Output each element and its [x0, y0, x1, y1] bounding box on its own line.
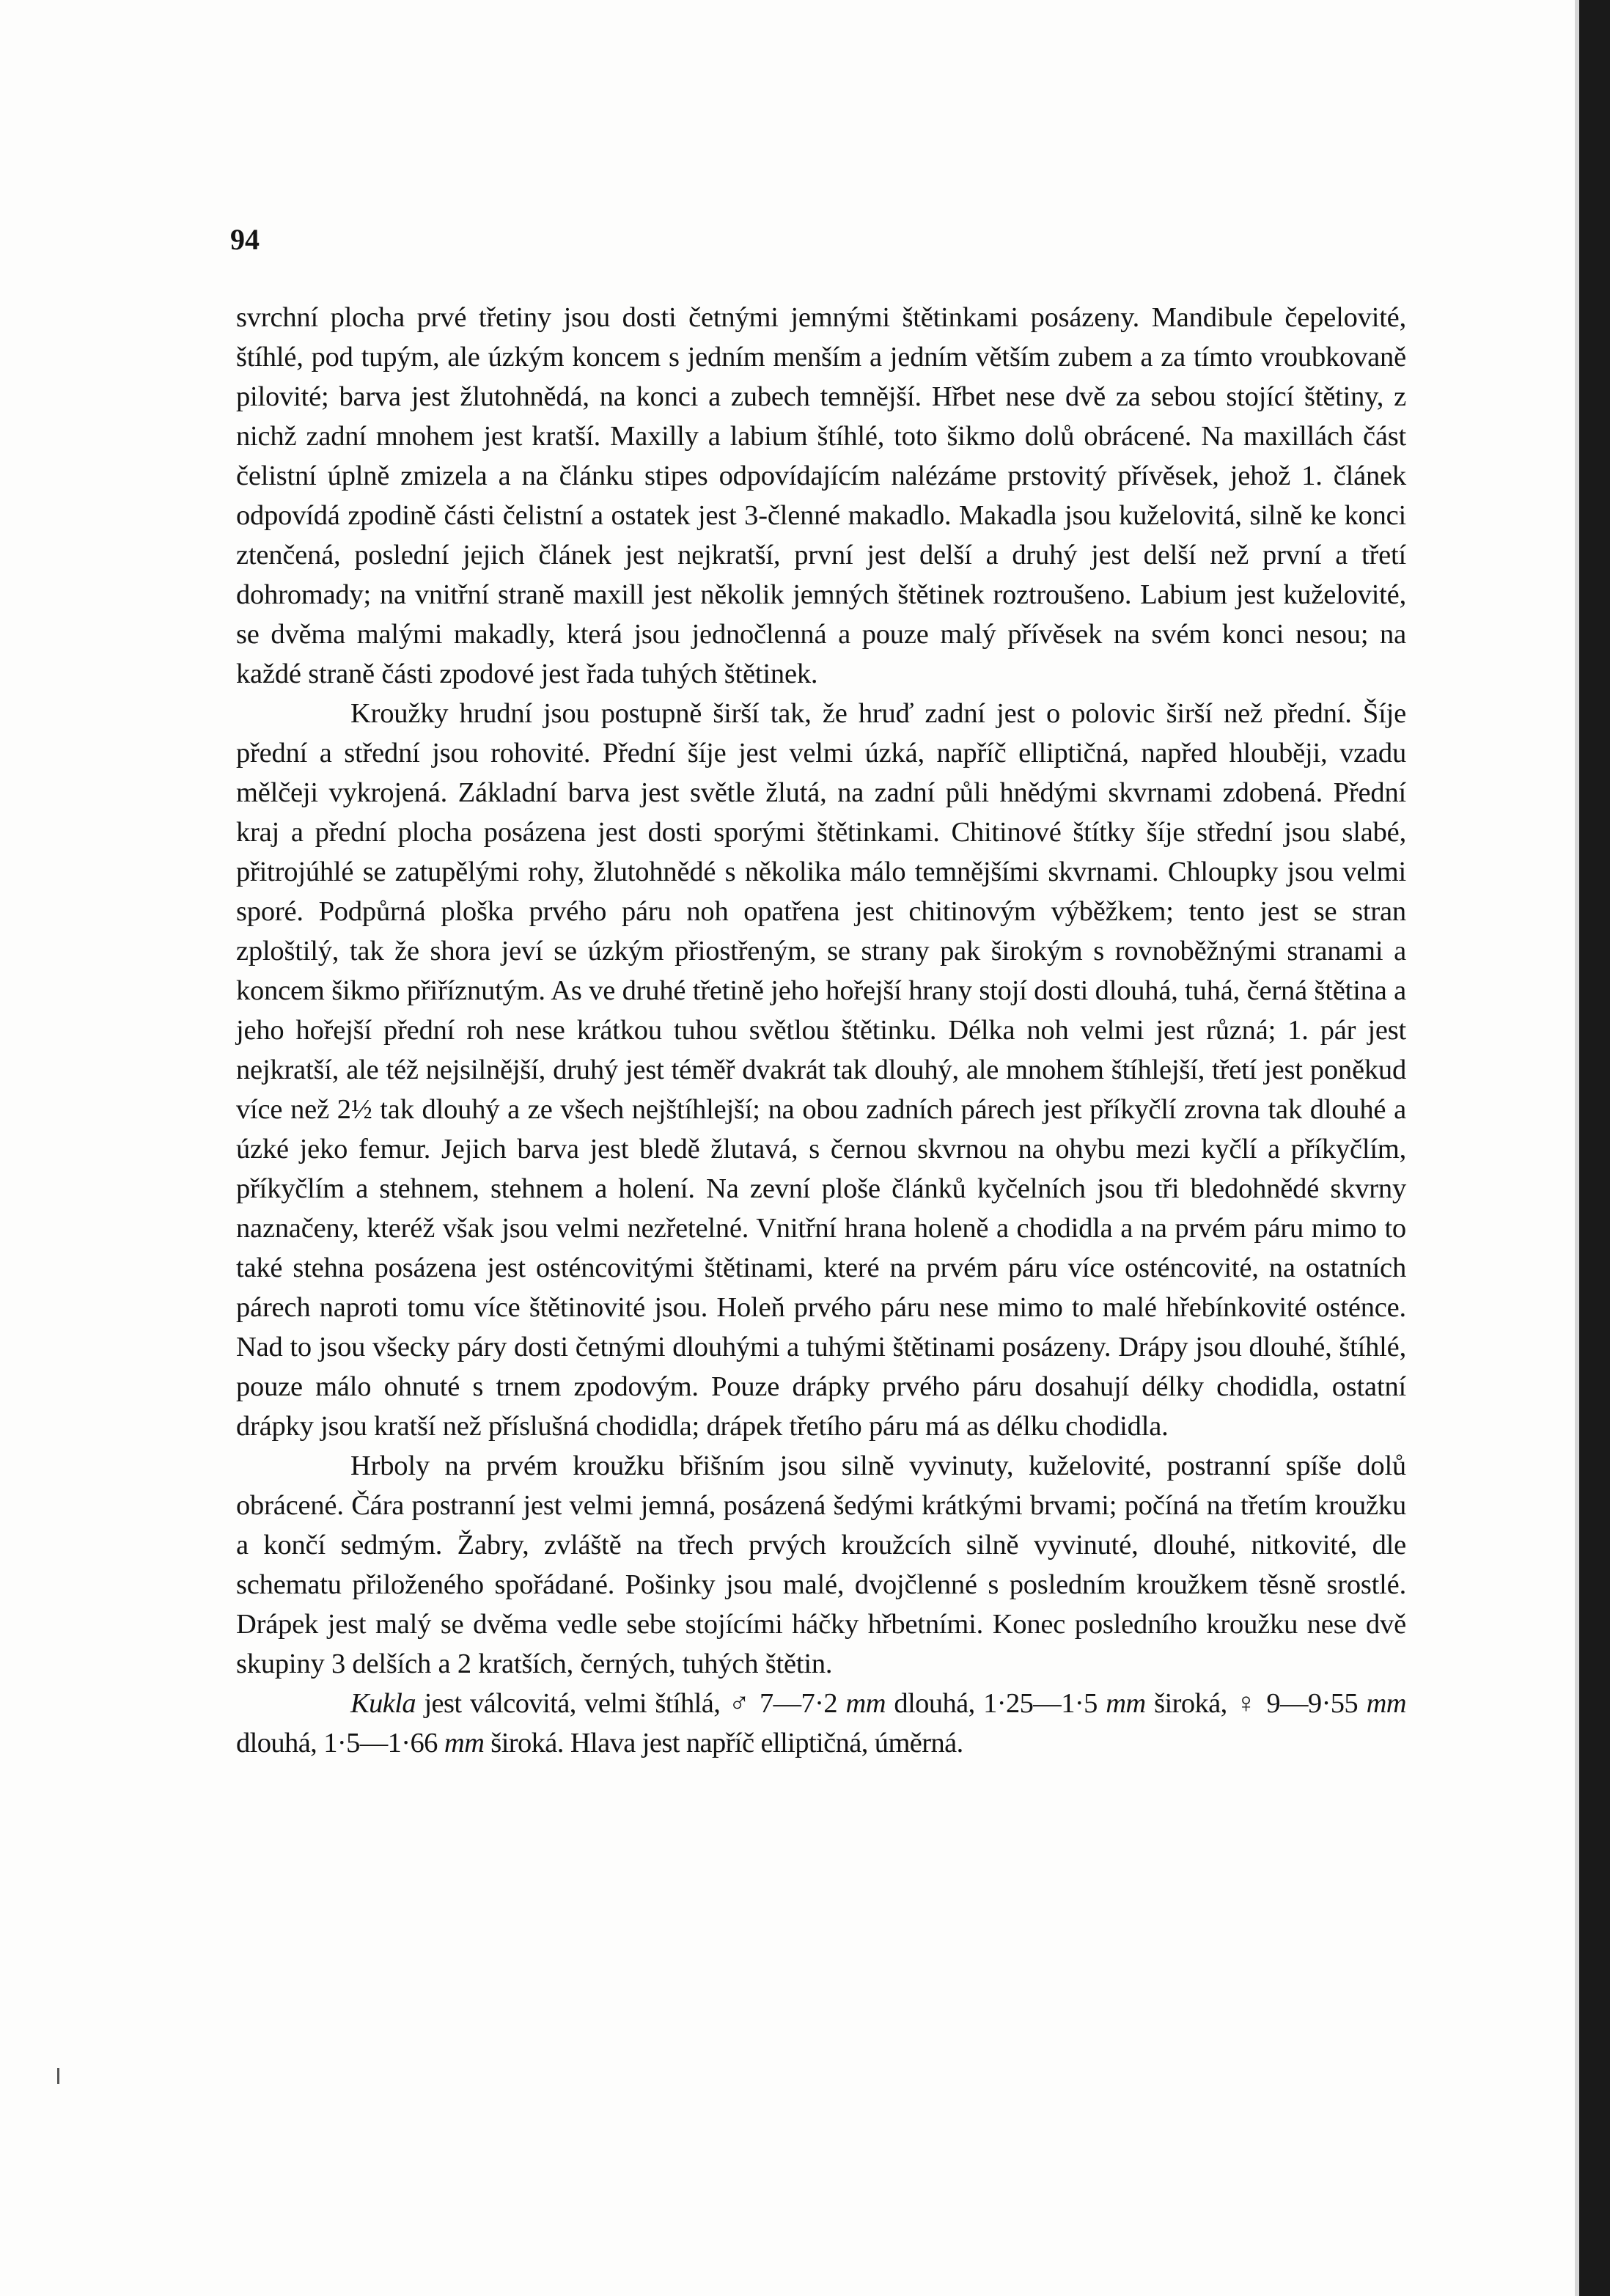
- unit-mm-2: mm: [1106, 1688, 1146, 1719]
- paragraph-4: [236, 1684, 1406, 1763]
- scan-dark-edge: [1579, 0, 1610, 2296]
- unit-mm-1: mm: [845, 1688, 886, 1719]
- pupa-text-5: široká. Hlava jest napříč elliptičná, úměrná.: [484, 1728, 963, 1758]
- pupa-text-2: dlouhá, 1·25—1·5: [885, 1688, 1106, 1719]
- paragraph-1: svrchní plocha prvé třetiny jsou dosti četnými jemnými štětinkami posázeny. Mandibule čepelovité, štíhlé, pod tupým, ale úzkým koncem s jedním menším a jedním větším zubem a za tímto vroubkovaně pilovité; barva jest žlutohnědá, na konci a zubech temnější. Hřbet nese dvě za sebou stojící štětiny, z nichž zadní mnohem jest kratší. Maxilly a labium štíhlé, toto šikmo dolů obrácené. Na maxillách část čelistní úplně zmizela a na článku stipes odpovídajícím nalézáme prstovitý přívěsek, jehož 1. článek odpovídá zpodině části čelistní a ostatek jest 3-členné makadlo. Makadla jsou kuželovitá, silně ke konci ztenčená, poslední jejich článek jest nejkratší, první jest delší a druhý jest delší než první a třetí dohromady; na vnitřní straně maxill jest několik jemných štětinek roztroušeno. Labium jest kuželovité, se dvěma malými makadly, která jsou jednočlenná a pouze malý přívěsek na svém konci nesou; na každé straně části zpodové jest řada tuhých štětinek.: [236, 302, 1406, 689]
- paragraph-2: Kroužky hrudní jsou postupně širší tak, že hruď zadní jest o polovic širší než přední. Šíje přední a střední jsou rohovité. Přední šíje jest velmi úzká, napříč elliptičná, napřed hlouběji, vzadu mělčeji vykrojená. Základní barva jest světle žlutá, na zadní půli hnědými skvrnami zdobená. Přední kraj a přední plocha posázena jest dosti sporými štětinkami. Chitinové štítky šíje střední jsou slabé, přitrojúhlé se zatupělými rohy, žlutohnědé s několika málo temnějšími skvrnami. Chloupky jsou velmi sporé. Podpůrná ploška prvého páru noh opatřena jest chitinovým výběžkem; tento jest se stran zploštilý, tak že shora jeví se úzkým přiostřeným, se strany pak širokým s rovnoběžnými stranami a koncem šikmo přiříznutým. As ve druhé třetině jeho hořejší hrany stojí dosti dlouhá, tuhá, černá štětina a jeho hořejší přední roh nese krátkou tuhou světlou štětinku. Délka noh velmi jest různá; 1. pár jest nejkratší, ale též nejsilnější, druhý jest téměř dvakrát tak dlouhý, ale mnohem štíhlejší, třetí jest poněkud více než 2½ tak dlouhý a ze všech nejštíhlejší; na obou zadních párech jest příkyčlí zrovna tak dlouhé a úzké jeko femur. Jejich barva jest bledě žlutavá, s černou skvrnou na ohybu mezi kyčlí a příkyčlím, příkyčlím a stehnem, stehnem a holení. Na zevní ploše článků kyčelních jsou tři bledohnědé skvrny naznačeny, kteréž však jsou velmi nezřetelné. Vnitřní hrana holeně a chodidla a na prvém páru mimo to také stehna posázena jest osténcovitými štětinami, které na prvém páru více osténcovité, na ostatních párech naproti tomu více štětinovité jsou. Holeň prvého páru nese mimo to malé hřebínkovité osténce. Nad to jsou všecky páry dosti četnými dlouhými a tuhými štětinami posázeny. Drápy jsou dlouhé, štíhlé, pouze málo ohnuté s trnem zpodovým. Pouze drápky prvého páru dosahují délky chodidla, ostatní drápky jsou kratší než příslušná chodidla; drápek třetího páru má as délku chodidla.: [236, 698, 1406, 1442]
- page-number: 94: [230, 223, 260, 256]
- pupa-text-1: jest válcovitá, velmi štíhlá, ♂ 7—7·2: [415, 1688, 846, 1719]
- unit-mm-3: mm: [1366, 1688, 1406, 1719]
- unit-mm-4: mm: [444, 1728, 485, 1758]
- scan-speck: [57, 2068, 59, 2084]
- pupa-text-4: dlouhá, 1·5—1·66: [236, 1728, 444, 1758]
- pupa-text-3: široká, ♀ 9—9·55: [1145, 1688, 1367, 1719]
- pupa-term: Kukla: [350, 1688, 416, 1719]
- paragraph-3: Hrboly na prvém kroužku břišním jsou silně vyvinuty, kuželovité, postranní spíše dolů obrácené. Čára postranní jest velmi jemná, posázená šedými krátkými brvami; počíná na třetím kroužku a končí sedmým. Žabry, zvláště na třech prvých kroužcích silně vyvinuté, dlouhé, nitkovité, dle schematu přiloženého spořádané. Pošinky jsou malé, dvojčlenné s posledním kroužkem těsně srostlé. Drápek jest malý se dvěma vedle sebe stojícími háčky hřbetními. Konec posledního kroužku nese dvě skupiny 3 delších a 2 kratších, černých, tuhých štětin.: [236, 1450, 1406, 1679]
- body-text: [236, 298, 1406, 1763]
